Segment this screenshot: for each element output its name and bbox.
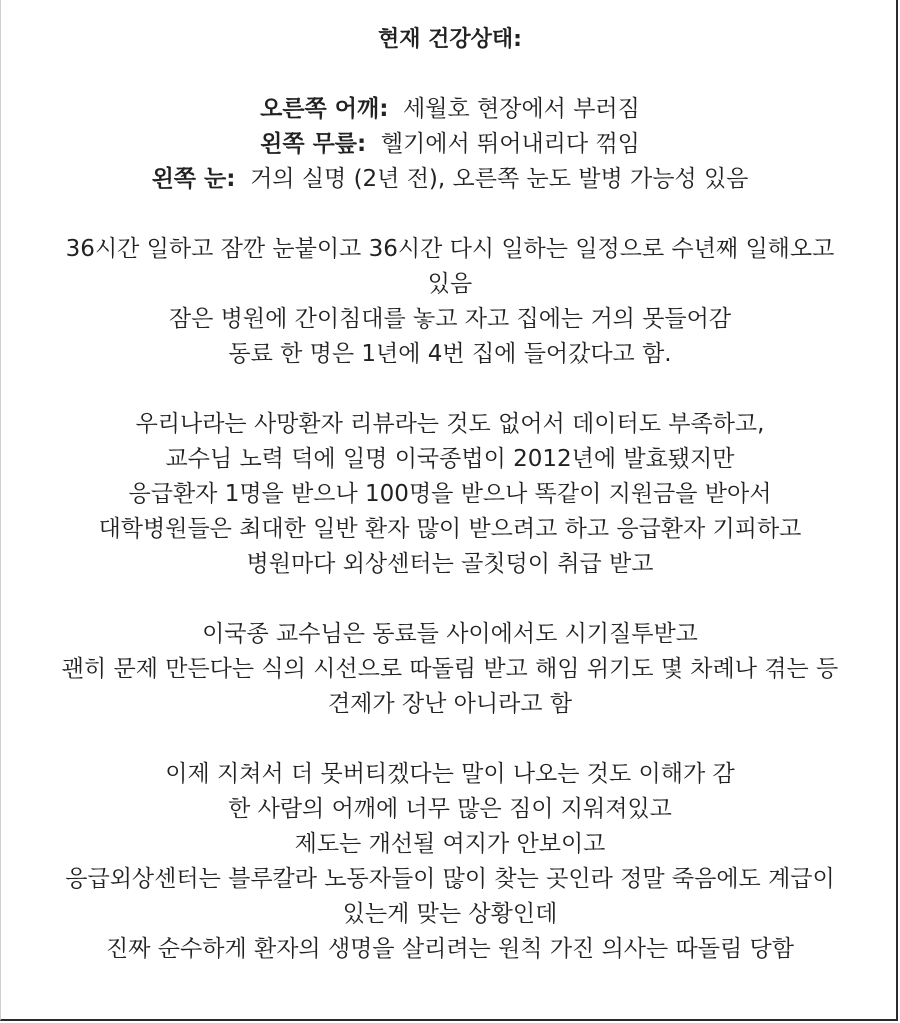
text-line: 동료 한 명은 1년에 4번 집에 들어갔다고 함. [228, 341, 672, 367]
text-line: 있음 [427, 271, 473, 297]
health-item-right-shoulder [0, 92, 900, 127]
page-title: 현재 건강상태: [378, 27, 522, 52]
spacer [0, 57, 900, 92]
health-status-list [0, 92, 900, 197]
text-line: 견제가 장난 아니라고 함 [327, 691, 573, 717]
health-text: 세월호 현장에서 부러짐 [403, 96, 640, 122]
text-line: 교수님 노력 덕에 일명 이국종법이 2012년에 발효됐지만 [165, 446, 735, 472]
health-item-left-knee [0, 127, 900, 162]
spacer [0, 372, 900, 407]
text-line: 잠은 병원에 간이침대를 놓고 자고 집에는 거의 못들어감 [168, 306, 732, 332]
text-line: 괜히 문제 만든다는 식의 시선으로 따돌림 받고 해임 위기도 몇 차례나 겪는 등 [61, 656, 839, 682]
paragraph-work-schedule [0, 232, 900, 372]
spacer [0, 582, 900, 617]
document-body [0, 22, 900, 967]
spacer [0, 722, 900, 757]
text-line: 응급환자 1명을 받으나 100명을 받으나 똑같이 지원금을 받아서 [128, 481, 772, 507]
text-line: 한 사람의 어깨에 너무 많은 짐이 지워져있고 [228, 796, 672, 822]
text-line: 응급외상센터는 블루칼라 노동자들이 많이 찾는 곳인라 정말 죽음에도 계급이 [65, 866, 835, 892]
text-line: 대학병원들은 최대한 일반 환자 많이 받으려고 하고 응급환자 기피하고 [98, 516, 802, 542]
text-line: 이국종 교수님은 동료들 사이에서도 시기질투받고 [202, 621, 698, 647]
text-line: 제도는 개선될 여지가 안보이고 [294, 831, 606, 857]
paragraph-conclusion [0, 757, 900, 967]
text-line: 진짜 순수하게 환자의 생명을 살리려는 원칙 가진 의사는 따돌림 당함 [106, 936, 794, 962]
health-text: 거의 실명 (2년 전), 오른쪽 눈도 발병 가능성 있음 [250, 166, 749, 192]
text-line: 있는게 맞는 상황인데 [342, 901, 558, 927]
paragraph-system-problems [0, 407, 900, 582]
text-line: 우리나라는 사망환자 리뷰라는 것도 없어서 데이터도 부족하고, [135, 411, 765, 437]
health-label: 왼쪽 눈: [151, 166, 236, 192]
health-label: 왼쪽 무릎: [260, 131, 367, 157]
text-line: 병원마다 외상센터는 골칫덩이 취급 받고 [246, 551, 654, 577]
health-label: 오른쪽 어깨: [260, 96, 389, 122]
paragraph-colleague-conflict [0, 617, 900, 722]
spacer [0, 197, 900, 232]
health-text: 헬기에서 뛰어내리다 꺾임 [380, 131, 640, 157]
text-line: 이제 지쳐서 더 못버티겠다는 말이 나오는 것도 이해가 감 [165, 761, 735, 787]
health-item-left-eye [0, 162, 900, 197]
text-line: 36시간 일하고 잠깐 눈붙이고 36시간 다시 일하는 일정으로 수년째 일해오고 [65, 236, 835, 262]
